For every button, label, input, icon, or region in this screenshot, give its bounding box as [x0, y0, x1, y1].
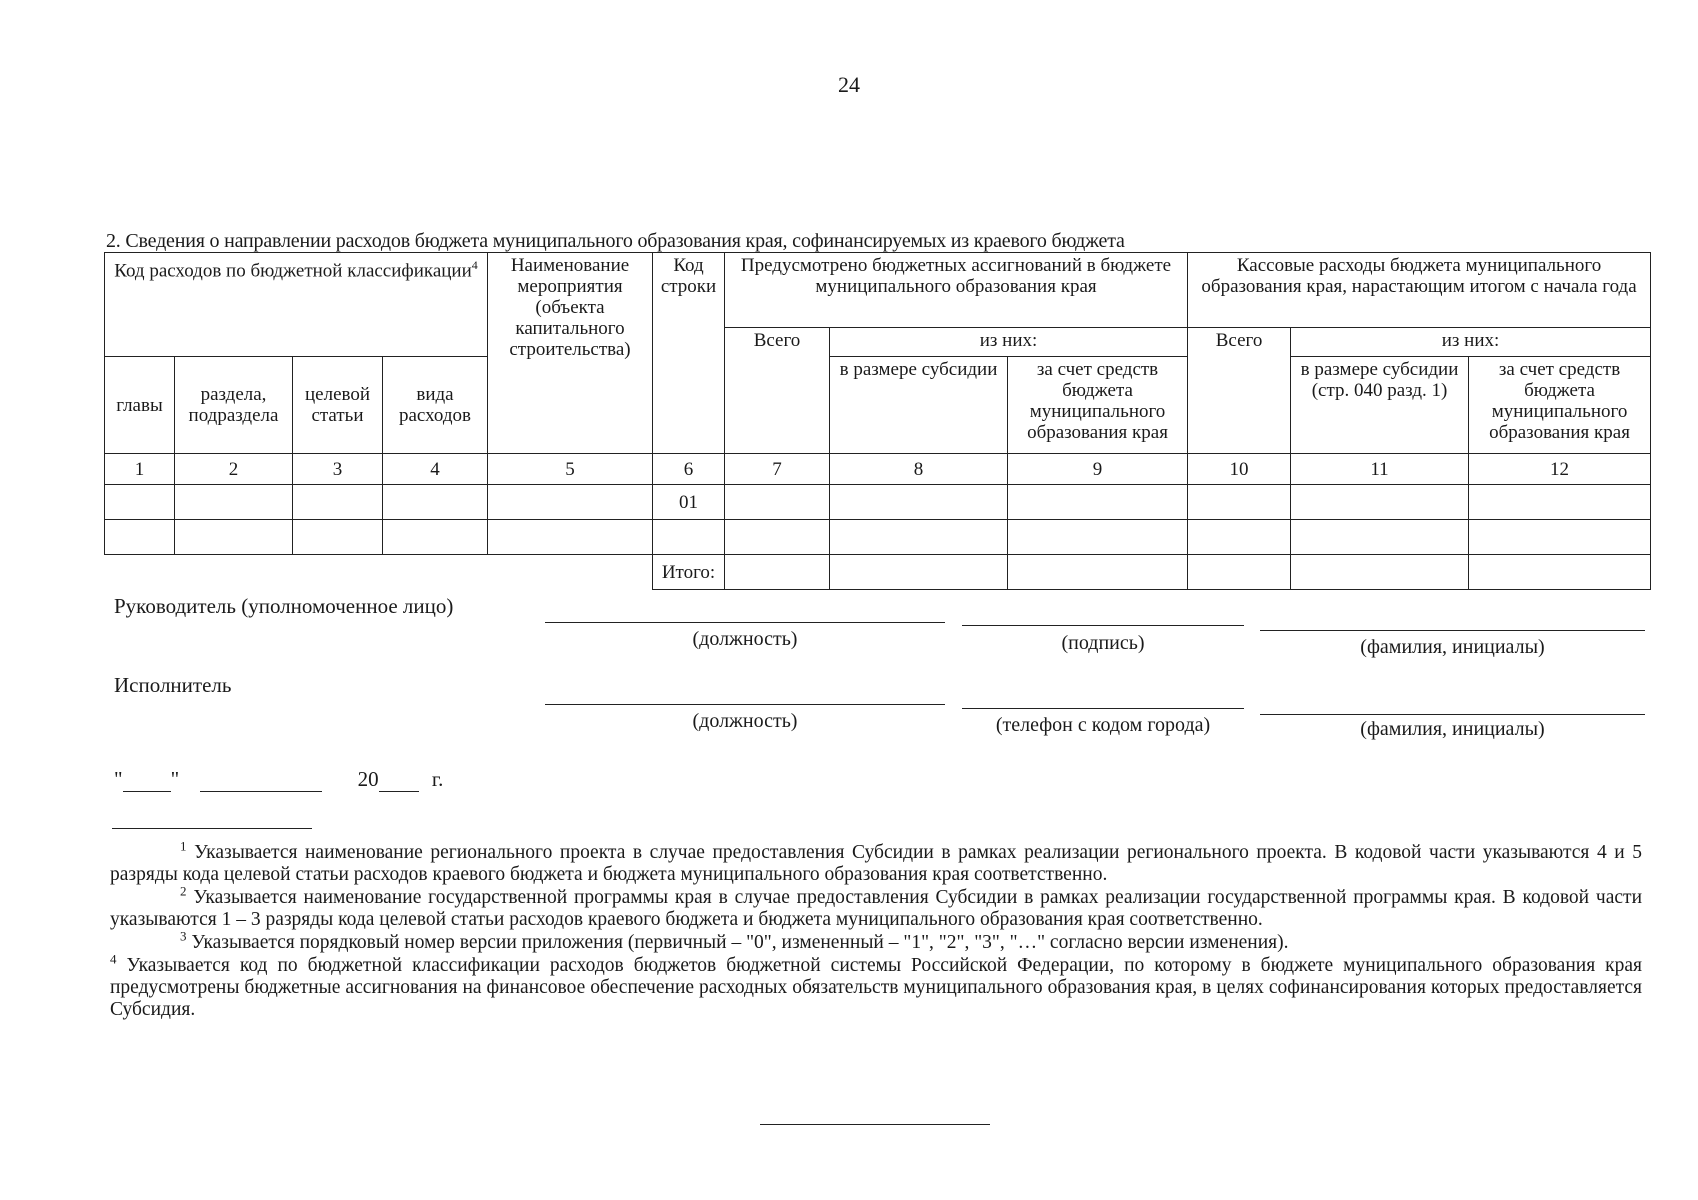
section-title: 2. Сведения о направлении расходов бюджета муниципального образования края, софинансируемых из краевого бюджета [106, 230, 1125, 252]
executor-name-caption: (фамилия, инициалы) [1360, 718, 1545, 740]
cash-total-header: Всего [1188, 328, 1291, 454]
kbk-chapter-header: главы [105, 357, 175, 454]
cell[interactable] [1008, 520, 1188, 555]
kbk-section-header: раздела, подраздела [175, 357, 293, 454]
cell[interactable] [488, 520, 653, 555]
year-blank[interactable] [379, 766, 419, 792]
table-row [105, 485, 1651, 520]
column-number: 12 [1469, 454, 1651, 485]
planned-subsidy-header: в размере субсидии [830, 357, 1008, 454]
page-number: 24 [838, 72, 860, 97]
executor-position-line[interactable] [545, 704, 945, 705]
row-code-cell: 01 [653, 485, 725, 520]
planned-group-header: Предусмотрено бюджетных ассигнований в бюджете муниципального образования края [725, 253, 1188, 328]
cell[interactable] [105, 520, 175, 555]
head-signature-caption: (подпись) [1061, 632, 1145, 654]
cell[interactable] [725, 520, 830, 555]
footnote-4: $^4$ Указывается код по бюджетной классификации расходов бюджетов бюджетной системы Российской Федерации, по которому в бюджете муниципального образования края предусмотрены бюджетные ассигнования на финансовое обеспечение расходных обязательств муниципального образования края, в целях софинансирования которых предоставляется Субсидия. [110, 951, 1643, 1020]
cell[interactable] [830, 520, 1008, 555]
cell[interactable] [830, 555, 1008, 590]
cell[interactable] [1469, 555, 1651, 590]
end-rule [760, 1124, 990, 1125]
cell[interactable] [293, 520, 383, 555]
planned-municipal-header: за счет средств бюджета муниципального образования края [1008, 357, 1188, 454]
column-number: 5 [488, 454, 653, 485]
month-blank[interactable] [200, 766, 322, 792]
head-label: Руководитель (уполномоченное лицо) [114, 594, 454, 618]
total-row [105, 555, 1651, 590]
cash-municipal-header: за счет средств бюджета муниципального образования края [1469, 357, 1651, 454]
cell[interactable] [1469, 520, 1651, 555]
cell[interactable] [1188, 555, 1291, 590]
cell[interactable] [1008, 555, 1188, 590]
cell[interactable] [1469, 485, 1651, 520]
column-number: 10 [1188, 454, 1291, 485]
cell[interactable] [1188, 485, 1291, 520]
column-number: 11 [1291, 454, 1469, 485]
total-label: Итого: [653, 555, 725, 590]
cell[interactable] [653, 520, 725, 555]
cell[interactable] [1188, 520, 1291, 555]
column-number: 6 [653, 454, 725, 485]
cell[interactable] [293, 485, 383, 520]
head-signature-line[interactable] [962, 625, 1244, 626]
cell[interactable] [1291, 555, 1469, 590]
column-number: 1 [105, 454, 175, 485]
executor-position-caption: (должность) [692, 710, 798, 732]
head-name-line[interactable] [1260, 630, 1645, 631]
footnote-2: $^2$ Указывается наименование государственной программы края в случае предоставления Субсидии в рамках реализации государственной программы края. В кодовой части указываются 1 – 3 разряды кода целевой статьи расходов краевого бюджета и бюджета муниципального образования края соответственно. [110, 883, 1643, 930]
cell[interactable] [725, 555, 830, 590]
footnotes [110, 838, 1643, 1022]
code-column-header: Код строки [653, 253, 725, 454]
cell[interactable] [105, 485, 175, 520]
kbk-group-header: Код расходов по бюджетной классификации$^4$ [105, 253, 488, 357]
column-number: 3 [293, 454, 383, 485]
executor-label: Исполнитель [114, 673, 232, 697]
cell[interactable] [1291, 520, 1469, 555]
cell[interactable] [488, 485, 653, 520]
expenditure-table [104, 252, 1651, 590]
cell[interactable] [830, 485, 1008, 520]
cell[interactable] [383, 485, 488, 520]
head-position-line[interactable] [545, 622, 945, 623]
name-column-header: Наименование мероприятия (объекта капитального строительства) [488, 253, 653, 454]
kbk-target-header: целевой статьи [293, 357, 383, 454]
column-number: 7 [725, 454, 830, 485]
cash-subsidy-header: в размере субсидии (стр. 040 разд. 1) [1291, 357, 1469, 454]
cell[interactable] [175, 485, 293, 520]
planned-total-header: Всего [725, 328, 830, 454]
head-name-caption: (фамилия, инициалы) [1360, 636, 1545, 658]
executor-phone-line[interactable] [962, 708, 1244, 709]
cell[interactable] [1008, 485, 1188, 520]
kbk-type-header: вида расходов [383, 357, 488, 454]
cell[interactable] [175, 520, 293, 555]
column-numbers-row [105, 454, 1651, 485]
column-number: 9 [1008, 454, 1188, 485]
day-blank[interactable] [123, 766, 171, 792]
date-line: " " 20 г. [114, 767, 444, 791]
column-number: 4 [383, 454, 488, 485]
footnote-3: $^3$ Указывается порядковый номер версии приложения (первичный – "0", измененный – "1", "2", "3", "…" согласно версии изменения). [180, 928, 1289, 953]
column-number: 2 [175, 454, 293, 485]
table-row [105, 520, 1651, 555]
column-number: 8 [830, 454, 1008, 485]
cell[interactable] [1291, 485, 1469, 520]
planned-of-which-header: из них: [830, 328, 1188, 357]
executor-name-line[interactable] [1260, 714, 1645, 715]
cell[interactable] [725, 485, 830, 520]
cell[interactable] [383, 520, 488, 555]
executor-phone-caption: (телефон с кодом города) [995, 714, 1211, 736]
cash-group-header: Кассовые расходы бюджета муниципального образования края, нарастающим итогом с начала года [1188, 253, 1651, 328]
footnote-separator [112, 828, 312, 829]
head-position-caption: (должность) [692, 628, 798, 650]
footnote-1: $^1$ Указывается наименование регионального проекта в случае предоставления Субсидии в рамках реализации регионального проекта. В кодовой части указываются 4 и 5 разряды кода целевой статьи расходов краевого бюджета и бюджета муниципального образования края соответственно. [110, 838, 1642, 885]
cash-of-which-header: из них: [1291, 328, 1651, 357]
